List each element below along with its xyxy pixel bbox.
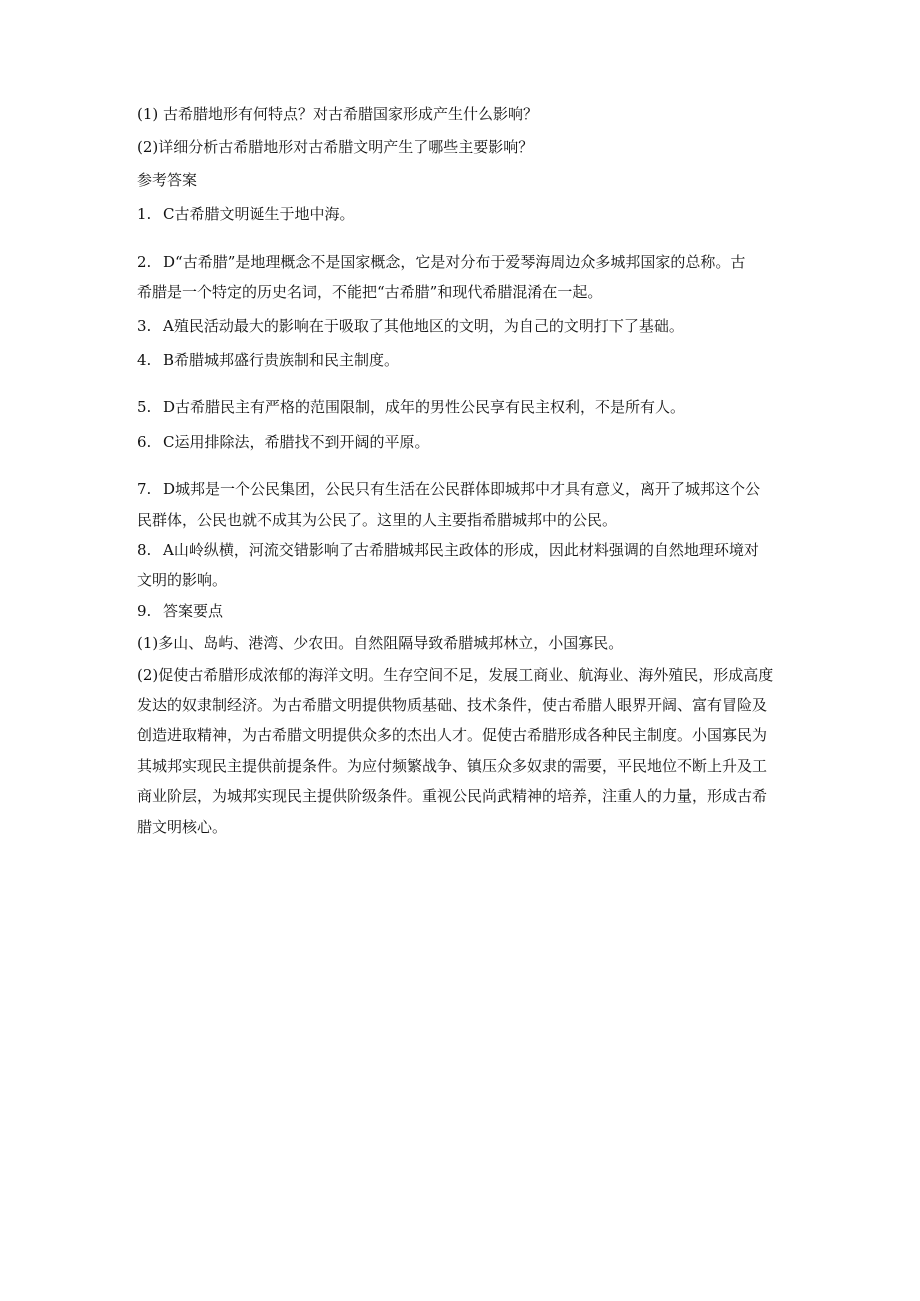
answer-point-2-line: (2)促使古希腊形成浓郁的海洋文明。生存空间不足，发展工商业、航海业、海外殖民，形成高度 — [137, 666, 774, 684]
answer-2 — [137, 252, 745, 272]
answer-text: 答案要点 — [163, 602, 224, 620]
answer-point-2-line: 发达的奴隶制经济。为古希腊文明提供物质基础、技术条件，使古希腊人眼界开阔、富有冒险及 — [137, 696, 768, 714]
answer-5 — [137, 397, 685, 417]
answer-number: 2. — [137, 253, 152, 271]
answer-text: B希腊城邦盛行贵族制和民主制度。 — [163, 351, 400, 369]
question-1: (1) 古希腊地形有何特点？对古希腊国家形成产生什么影响？ — [137, 105, 539, 123]
question-2: (2)详细分析古希腊地形对古希腊文明产生了哪些主要影响？ — [137, 138, 534, 156]
answer-number: 9. — [137, 602, 152, 620]
answer-text: C古希腊文明诞生于地中海。 — [163, 205, 355, 223]
answer-2-continued: 希腊是一个特定的历史名词，不能把“古希腊”和现代希腊混淆在一起。 — [137, 283, 603, 301]
answer-text: D城邦是一个公民集团，公民只有生活在公民群体即城邦中才具有意义，离开了城邦这个公 — [163, 480, 761, 498]
answer-number: 8. — [137, 541, 152, 559]
answer-8 — [137, 540, 759, 560]
answer-point-1: (1)多山、岛屿、港湾、少农田。自然阻隔导致希腊城邦林立，小国寡民。 — [137, 634, 624, 652]
answer-number: 4. — [137, 351, 152, 369]
answer-point-2-line: 商业阶层，为城邦实现民主提供阶级条件。重视公民尚武精神的培养，注重人的力量，形成古希 — [137, 787, 768, 805]
answer-number: 6. — [137, 433, 152, 451]
answer-7 — [137, 479, 760, 499]
answer-9 — [137, 601, 223, 621]
answer-text: D古希腊民主有严格的范围限制，成年的男性公民享有民主权利，不是所有人。 — [163, 398, 686, 416]
answer-heading: 参考答案 — [137, 171, 198, 189]
answer-text: A山岭纵横，河流交错影响了古希腊城邦民主政体的形成，因此材料强调的自然地理环境对 — [163, 541, 759, 559]
answer-3 — [137, 316, 684, 336]
answer-1 — [137, 204, 354, 224]
answer-text: A殖民活动最大的影响在于吸取了其他地区的文明，为自己的文明打下了基础。 — [163, 317, 684, 335]
answer-7-continued: 民群体，公民也就不成其为公民了。这里的人主要指希腊城邦中的公民。 — [137, 511, 618, 529]
answer-text: D“古希腊”是地理概念不是国家概念，它是对分布于爱琴海周边众多城邦国家的总称。古 — [163, 253, 746, 271]
answer-point-2-line: 其城邦实现民主提供前提条件。为应付频繁战争、镇压众多奴隶的需要，平民地位不断上升及工 — [137, 757, 768, 775]
answer-number: 3. — [137, 317, 152, 335]
answer-6 — [137, 432, 429, 452]
answer-4 — [137, 350, 399, 370]
answer-text: C运用排除法，希腊找不到开阔的平原。 — [163, 433, 430, 451]
answer-point-2-line: 创造进取精神，为古希腊文明提供众多的杰出人才。促使古希腊形成各种民主制度。小国寡民为 — [137, 726, 768, 744]
answer-8-continued: 文明的影响。 — [137, 571, 228, 589]
answer-number: 1. — [137, 205, 152, 223]
answer-point-2-line: 腊文明核心。 — [137, 818, 228, 836]
answer-number: 7. — [137, 480, 152, 498]
answer-number: 5. — [137, 398, 152, 416]
